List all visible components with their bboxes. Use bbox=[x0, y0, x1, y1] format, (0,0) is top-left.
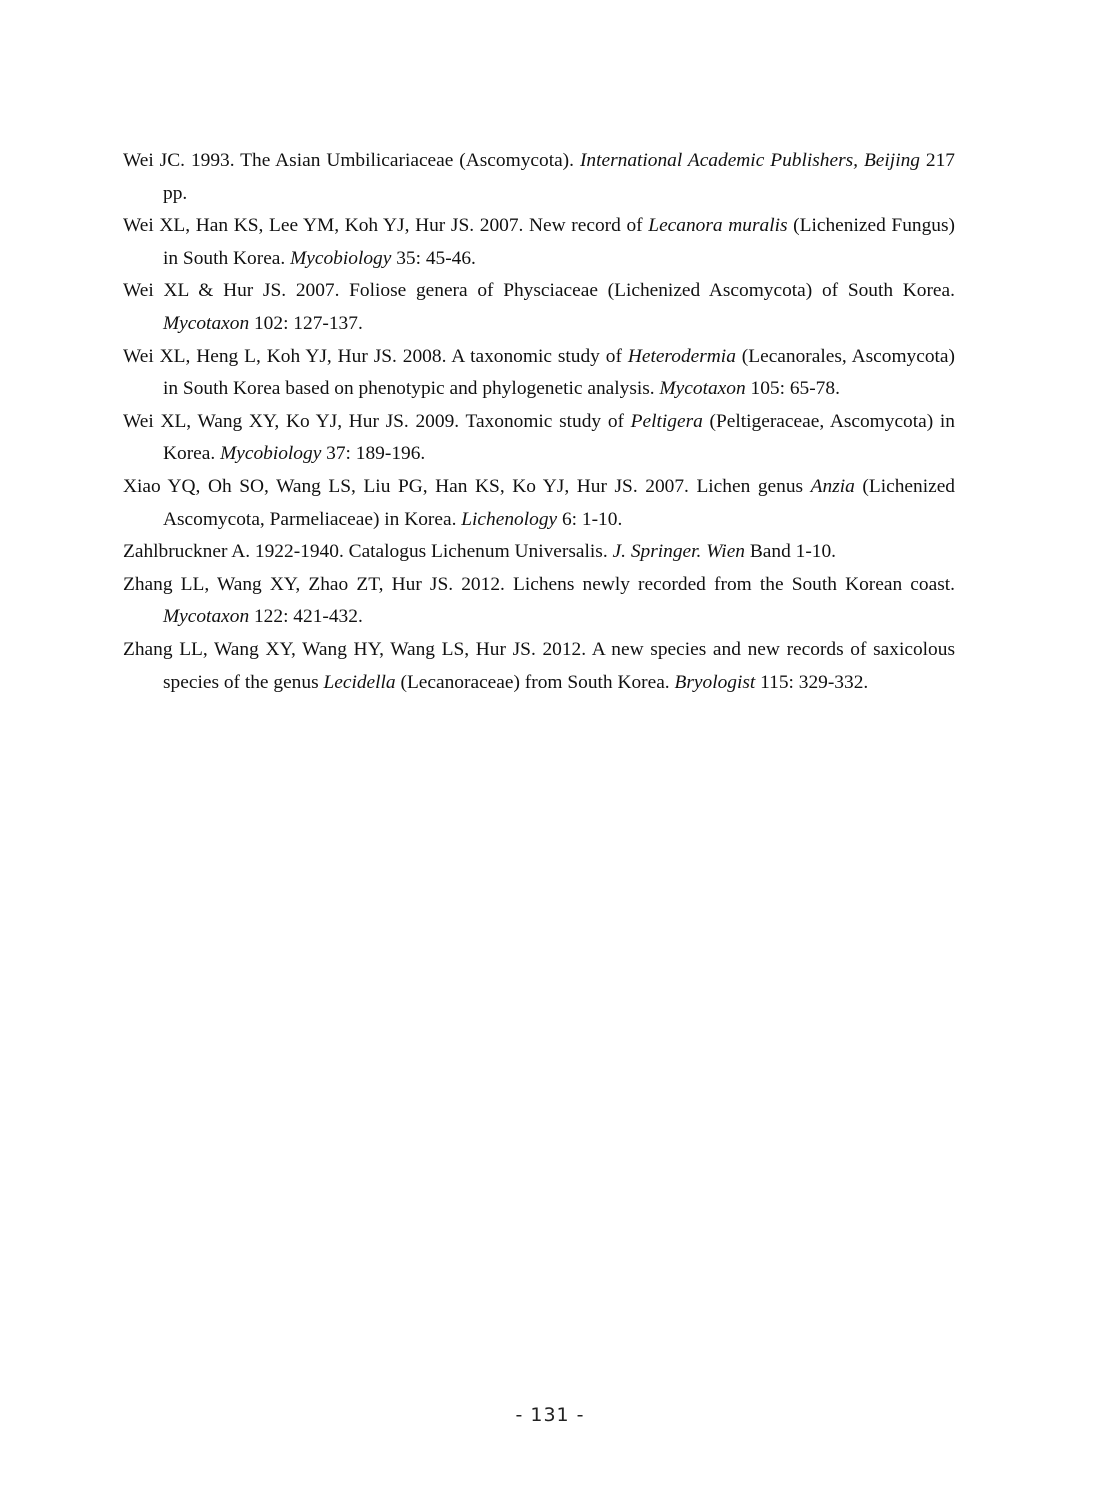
reference-text: 105: 65-78. bbox=[745, 378, 840, 400]
reference-entry bbox=[123, 275, 955, 340]
reference-text: 37: 189-196. bbox=[321, 443, 426, 465]
reference-text: (Lecanoraceae) from South Korea. bbox=[395, 671, 675, 693]
reference-entry bbox=[123, 634, 955, 699]
reference-italic-text: Mycotaxon bbox=[163, 606, 250, 628]
reference-text: Band 1-10. bbox=[745, 541, 837, 563]
reference-entry bbox=[123, 341, 955, 406]
reference-text: 6: 1-10. bbox=[557, 508, 623, 530]
reference-entry bbox=[123, 210, 955, 275]
reference-italic-text: Mycobiology bbox=[220, 443, 322, 465]
reference-text: Zhang LL, Wang XY, Wang HY, Wang LS, Hur JS. 2012. A new species and new records of saxicolous species of the genus bbox=[123, 638, 955, 693]
reference-text: Zahlbruckner A. 1922-1940. Catalogus Lichenum Universalis. bbox=[123, 541, 613, 563]
reference-text: 217 pp. bbox=[163, 150, 955, 204]
reference-text: Xiao YQ, Oh SO, Wang LS, Liu PG, Han KS, Ko YJ, Hur JS. 2007. Lichen genus bbox=[123, 475, 811, 497]
reference-entry bbox=[123, 471, 955, 536]
reference-italic-text: International Academic Publishers, Beijing bbox=[579, 150, 920, 171]
reference-italic-text: Peltigera bbox=[630, 410, 703, 432]
reference-list bbox=[123, 145, 955, 699]
reference-text: (Lichenized Ascomycota, Parmeliaceae) in Korea. bbox=[163, 475, 956, 530]
reference-italic-text: Lichenology bbox=[461, 508, 558, 530]
reference-italic-text: Bryologist bbox=[674, 671, 756, 693]
reference-entry bbox=[123, 406, 955, 471]
reference-text: Wei XL, Wang XY, Ko YJ, Hur JS. 2009. Taxonomic study of bbox=[123, 410, 631, 432]
page-number: - 131 - bbox=[515, 1404, 585, 1426]
reference-text: 122: 421-432. bbox=[249, 606, 363, 628]
reference-text: Wei XL, Han KS, Lee YM, Koh YJ, Hur JS. 2007. New record of bbox=[123, 215, 649, 237]
reference-italic-text: Mycotaxon bbox=[163, 312, 250, 334]
reference-entry bbox=[123, 536, 955, 569]
reference-italic-text: Heterodermia bbox=[627, 345, 736, 367]
reference-text: Wei XL & Hur JS. 2007. Foliose genera of Physciaceae (Lichenized Ascomycota) of South Korea. bbox=[123, 280, 955, 302]
reference-italic-text: Lecanora muralis bbox=[648, 215, 788, 237]
reference-entry bbox=[123, 145, 955, 210]
reference-italic-text: Mycotaxon bbox=[659, 378, 746, 400]
reference-italic-text: Mycobiology bbox=[290, 247, 392, 269]
reference-italic-text: Lecidella bbox=[323, 671, 396, 693]
reference-italic-text: J. Springer. Wien bbox=[612, 541, 746, 563]
reference-italic-text: Anzia bbox=[810, 475, 855, 497]
reference-text: 102: 127-137. bbox=[249, 312, 363, 334]
reference-text: (Peltigeraceae, Ascomycota) in Korea. bbox=[163, 410, 955, 465]
reference-text: 115: 329-332. bbox=[755, 671, 869, 693]
reference-text: Zhang LL, Wang XY, Zhao ZT, Hur JS. 2012. Lichens newly recorded from the South Korean coast. bbox=[123, 573, 955, 595]
reference-entry bbox=[123, 569, 955, 634]
reference-text: (Lecanorales, Ascomycota) in South Korea based on phenotypic and phylogenetic analysis. bbox=[163, 345, 955, 400]
reference-text: (Lichenized Fungus) in South Korea. bbox=[163, 215, 955, 269]
reference-text: Wei XL, Heng L, Koh YJ, Hur JS. 2008. A taxonomic study of bbox=[123, 345, 628, 367]
reference-text: Wei JC. 1993. The Asian Umbilicariaceae (Ascomycota). bbox=[123, 150, 580, 171]
reference-text: 35: 45-46. bbox=[391, 247, 476, 269]
